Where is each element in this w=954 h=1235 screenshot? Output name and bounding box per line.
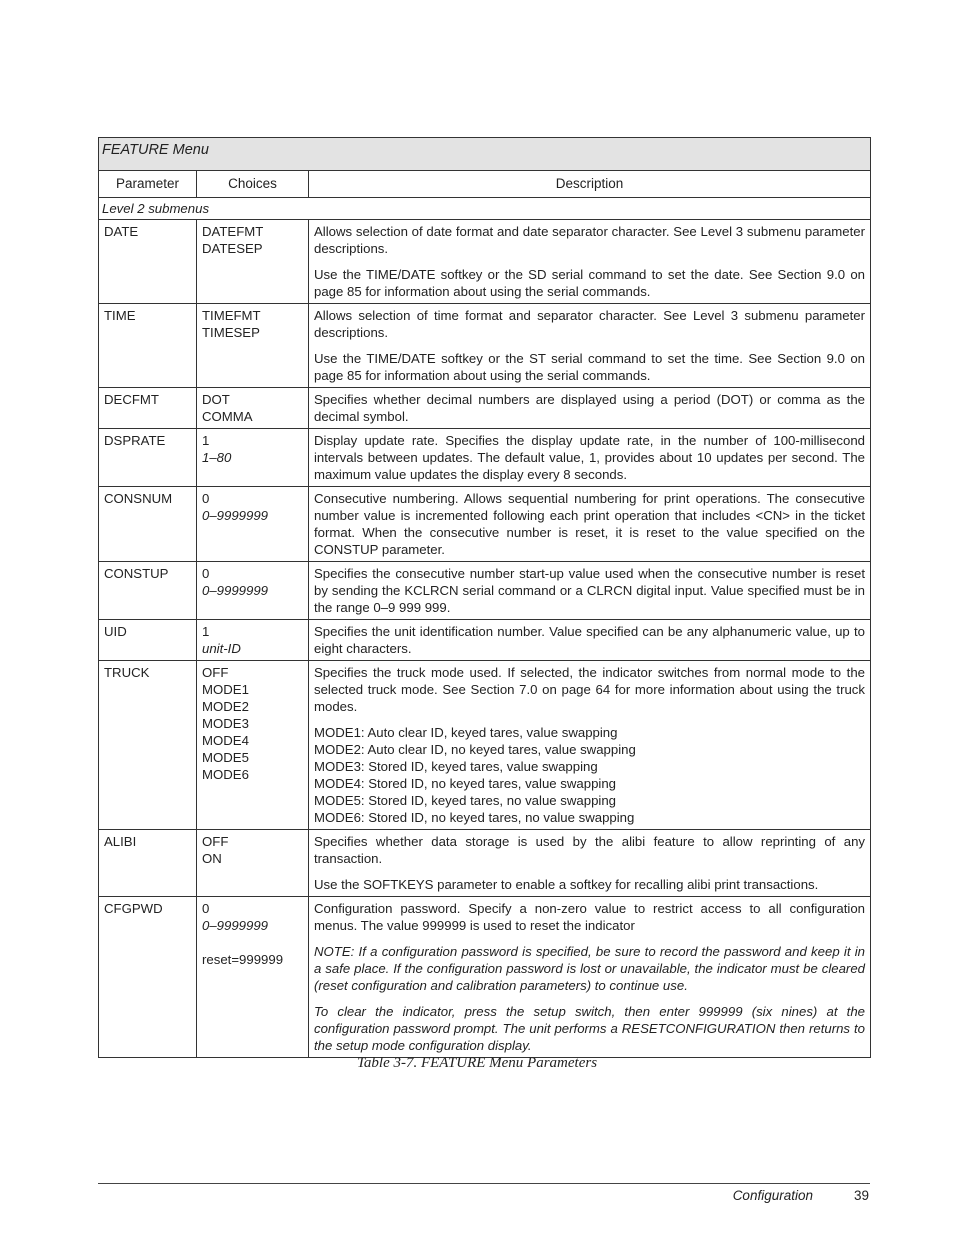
choice-value: 1 (202, 433, 210, 448)
choices-cell (197, 562, 309, 620)
choice-value: 0 (202, 566, 210, 581)
table-row (99, 429, 871, 487)
choices-cell (197, 388, 309, 429)
description-cell (309, 304, 871, 388)
table-row (99, 304, 871, 388)
choice-value: OFF (202, 834, 229, 849)
choice-value: DOT (202, 392, 230, 407)
choice-value: 1 (202, 624, 210, 639)
truck-mode-item: MODE1: Auto clear ID, keyed tares, value swapping (314, 725, 618, 740)
choices-cell (197, 897, 309, 1058)
table-row (99, 220, 871, 304)
table-row (99, 388, 871, 429)
description-cell (309, 429, 871, 487)
description-cell (309, 562, 871, 620)
parameter-cell: CONSNUM (99, 487, 197, 562)
choice-value: OFF (202, 665, 229, 680)
parameter-cell: UID (99, 620, 197, 661)
choice-value: 0 (202, 491, 210, 506)
description-cell (309, 620, 871, 661)
description-text: Use the TIME/DATE softkey or the SD serial command to set the date. See Section 9.0 on page 85 for information about using the serial commands. (314, 267, 865, 299)
description-text: Consecutive numbering. Allows sequential numbering for print operations. The consecutive number value is incremented following each print operation that includes <CN> in the ticket format. When the consecutive number is reset, it is reset to the value specified on the CONSTUP parameter. (314, 491, 865, 557)
description-text: Use the TIME/DATE softkey or the ST serial command to set the time. See Section 9.0 on page 85 for information about using the serial commands. (314, 351, 865, 383)
choice-value: DATESEP (202, 241, 263, 256)
parameter-cell: TRUCK (99, 661, 197, 830)
choice-value: TIMEFMT (202, 308, 261, 323)
choices-cell (197, 220, 309, 304)
choice-range: 0–9999999 (202, 508, 269, 523)
table-row (99, 562, 871, 620)
choice-range: 0–9999999 (202, 583, 269, 598)
description-text: Specifies whether decimal numbers are displayed using a period (DOT) or comma as the decimal symbol. (314, 392, 865, 424)
choice-value: DATEFMT (202, 224, 264, 239)
description-text: Specifies the truck mode used. If selected, the indicator switches from normal mode to the selected truck mode. See Section 7.0 on page 64 for more information about using the truck modes. (314, 665, 865, 714)
footer-section-title: Configuration (732, 1188, 813, 1203)
description-text: Allows selection of time format and separator character. See Level 3 submenu parameter descriptions. (314, 308, 865, 340)
column-header-description: Description (309, 171, 871, 198)
choice-reset-value: reset=999999 (202, 952, 284, 967)
choice-value: COMMA (202, 409, 253, 424)
table-row (99, 487, 871, 562)
truck-mode-item: MODE6: Stored ID, no keyed tares, no value swapping (314, 810, 635, 825)
truck-mode-item: MODE5: Stored ID, keyed tares, no value swapping (314, 793, 616, 808)
description-cell (309, 220, 871, 304)
description-text: Allows selection of date format and date separator character. See Level 3 submenu parameter descriptions. (314, 224, 865, 256)
choices-cell (197, 620, 309, 661)
description-cell (309, 388, 871, 429)
note-text: To clear the indicator, press the setup switch, then enter 999999 (six nines) at the configuration password prompt. The unit performs a RESETCONFIGURATION then returns to the setup mode configuration display. (314, 1004, 865, 1053)
description-cell (309, 487, 871, 562)
choice-range: 0–9999999 (202, 918, 269, 933)
note-text: NOTE: If a configuration password is specified, be sure to record the password and keep it in a safe place. If the configuration password is lost or unavailable, the indicator must be cleared (reset configuration and calibration parameters) to continue use. (314, 944, 865, 993)
choices-cell (197, 304, 309, 388)
parameter-cell: DECFMT (99, 388, 197, 429)
description-text: Specifies the consecutive number start-up value used when the consecutive number is reset by sending the KCLRCN serial command or a CLRCN digital input. Value specified must be in the range 0–9 999 999. (314, 566, 865, 615)
description-text: Specifies the unit identification number. Value specified can be any alphanumeric value, up to eight characters. (314, 624, 865, 656)
choice-value: MODE1 (202, 682, 249, 697)
parameter-cell: CONSTUP (99, 562, 197, 620)
table-row (99, 830, 871, 897)
choice-range: unit-ID (202, 641, 241, 656)
level-label: Level 2 submenus (99, 198, 871, 220)
choice-value: MODE5 (202, 750, 249, 765)
choice-value: TIMESEP (202, 325, 260, 340)
table-caption: Table 3-7. FEATURE Menu Parameters (356, 1055, 598, 1071)
description-cell (309, 830, 871, 897)
table-row (99, 897, 871, 1058)
choice-value: MODE2 (202, 699, 249, 714)
feature-menu-table (98, 137, 871, 1058)
choices-cell (197, 487, 309, 562)
choices-cell (197, 830, 309, 897)
description-cell (309, 897, 871, 1058)
choices-cell (197, 661, 309, 830)
choice-value: ON (202, 851, 222, 866)
choice-value: 0 (202, 901, 210, 916)
description-cell (309, 661, 871, 830)
parameter-cell: TIME (99, 304, 197, 388)
truck-mode-list (314, 724, 865, 826)
choice-value: MODE4 (202, 733, 249, 748)
truck-mode-item: MODE3: Stored ID, keyed tares, value swapping (314, 759, 598, 774)
choice-range: 1–80 (202, 450, 232, 465)
truck-mode-item: MODE2: Auto clear ID, no keyed tares, value swapping (314, 742, 636, 757)
parameter-cell: DATE (99, 220, 197, 304)
choice-value: MODE3 (202, 716, 249, 731)
description-text: Configuration password. Specify a non-zero value to restrict access to all configuration menus. The value 999999 is used to reset the indicator (314, 901, 865, 933)
parameter-cell: DSPRATE (99, 429, 197, 487)
description-text: Specifies whether data storage is used by the alibi feature to allow reprinting of any transaction. (314, 834, 865, 866)
truck-mode-item: MODE4: Stored ID, no keyed tares, value swapping (314, 776, 616, 791)
column-header-parameter: Parameter (99, 171, 197, 198)
parameter-cell: ALIBI (99, 830, 197, 897)
page-number: 39 (853, 1188, 869, 1203)
table-row (99, 661, 871, 830)
choices-cell (197, 429, 309, 487)
table-row (99, 620, 871, 661)
description-text: Display update rate. Specifies the display update rate, in the number of 100-millisecond intervals between updates. The default value, 1, provides about 10 updates per second. The maximum value updates the display every 8 seconds. (314, 433, 865, 482)
description-text: Use the SOFTKEYS parameter to enable a softkey for recalling alibi print transactions. (314, 877, 819, 892)
footer-divider (98, 1183, 870, 1184)
choice-value: MODE6 (202, 767, 249, 782)
parameter-cell: CFGPWD (99, 897, 197, 1058)
menu-title: FEATURE Menu (99, 138, 871, 171)
column-header-choices: Choices (197, 171, 309, 198)
